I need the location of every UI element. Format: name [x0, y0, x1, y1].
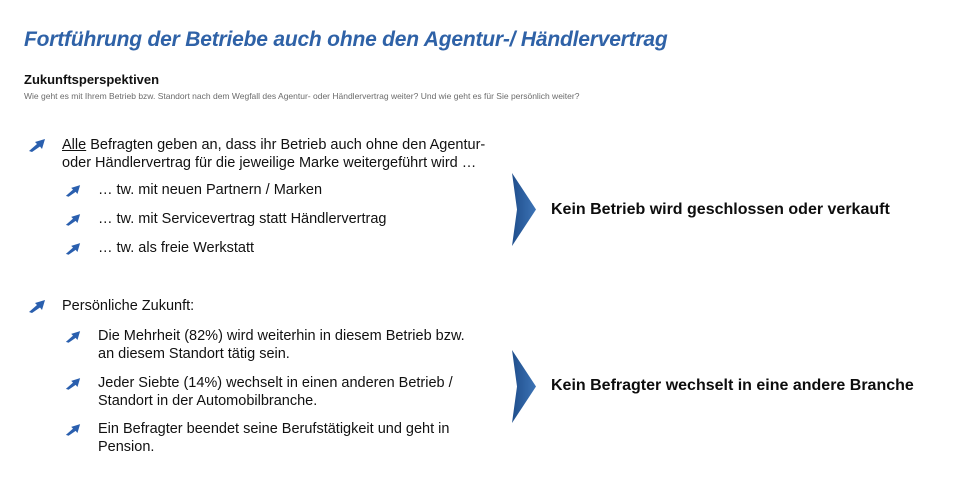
sub-bullet-text: Jeder Siebte (14%) wechselt in einen anderen Betrieb / Standort in der Automobilbranche. [98, 375, 453, 409]
section-subtitle: Zukunftsperspektiven [24, 72, 160, 87]
sub-bullet-text: … tw. als freie Werkstatt [98, 240, 255, 256]
diagonal-arrow-icon [65, 423, 81, 436]
callout-1: Kein Betrieb wird geschlossen oder verkauft [551, 201, 890, 218]
diagonal-arrow-icon [65, 184, 81, 197]
sub-bullet-text: Ein Befragter beendet seine Berufstätigkeit und geht in Pension. [98, 421, 450, 455]
bullet-main-1-text: Alle Befragten geben an, dass ihr Betrieb auch ohne den Agentur- oder Händlervertrag für die jeweilige Marke weitergeführt wird … [62, 137, 486, 171]
underlined-word: Alle [62, 137, 87, 153]
diagonal-arrow-icon [65, 213, 81, 226]
callout-2: Kein Befragter wechselt in eine andere Branche [551, 377, 914, 394]
bullet-main-1 [28, 136, 485, 172]
diagonal-arrow-icon [65, 242, 81, 255]
page-title: Fortführung der Betriebe auch ohne den Agentur-/ Händlervertrag [24, 28, 668, 51]
sub-bullet [65, 239, 254, 257]
sub-bullet [65, 181, 322, 199]
survey-question: Wie geht es mit Ihrem Betrieb bzw. Standort nach dem Wegfall des Agentur- oder Händlervertrag weiter? Und wie geht es für Sie persönlich weiter? [24, 91, 580, 101]
sub-bullet-text: Die Mehrheit (82%) wird weiterhin in diesem Betrieb bzw. an diesem Standort tätig sein. [98, 328, 465, 362]
sub-bullet [65, 420, 449, 456]
bullet-main-2-text: Persönliche Zukunft: [62, 298, 195, 314]
sub-bullet-text: … tw. mit Servicevertrag statt Händlervertrag [98, 211, 387, 227]
sub-bullet [65, 210, 387, 228]
diagonal-arrow-icon [28, 299, 46, 313]
chevron-right-icon [512, 350, 536, 423]
diagonal-arrow-icon [65, 330, 81, 343]
diagonal-arrow-icon [28, 138, 46, 152]
sub-bullet [65, 327, 465, 363]
sub-bullet [65, 374, 453, 410]
bullet-main-2 [28, 297, 194, 315]
chevron-right-icon [512, 173, 536, 246]
diagonal-arrow-icon [65, 377, 81, 390]
sub-bullet-text: … tw. mit neuen Partnern / Marken [98, 182, 323, 198]
